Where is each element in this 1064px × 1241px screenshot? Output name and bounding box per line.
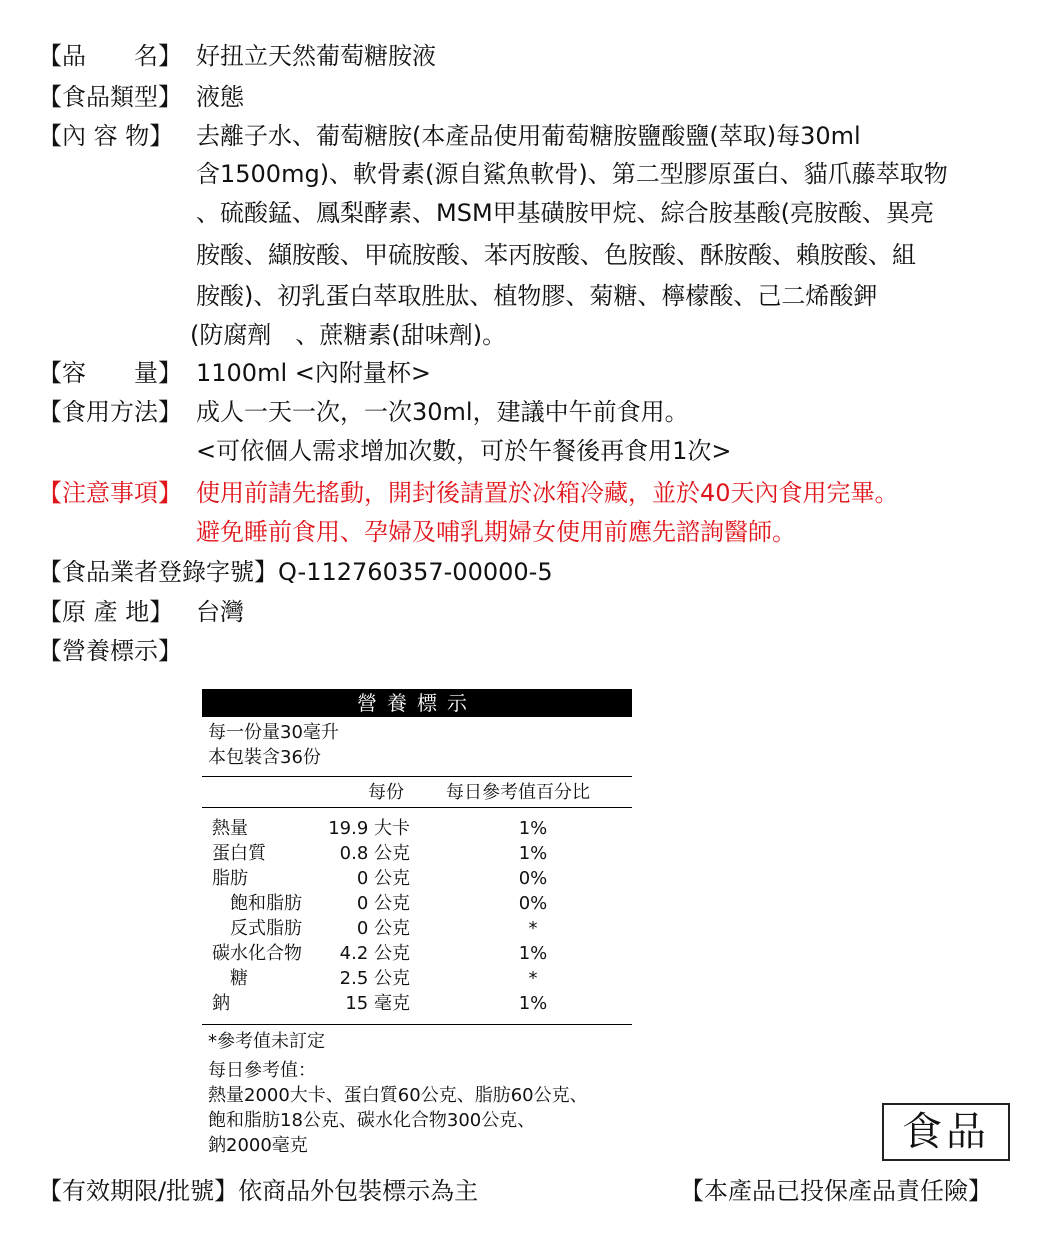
usage-label: 【食用方法】 xyxy=(38,398,182,426)
servings-per-package: 本包裝含36份 xyxy=(208,747,321,768)
nutrient-name: 熱量 xyxy=(212,818,248,839)
usage-text-2: <可依個人需求增加次數，可於午餐後再食用1次> xyxy=(196,437,732,465)
divider xyxy=(202,807,632,808)
volume-label: 【容 量】 xyxy=(38,359,182,387)
contents-text-4: 胺酸、纈胺酸、甲硫胺酸、苯丙胺酸、色胺酸、酥胺酸、賴胺酸、組 xyxy=(196,241,916,269)
contents-text-3: 、硫酸錳、鳳梨酵素、MSM甲基磺胺甲烷、綜合胺基酸(亮胺酸、異亮 xyxy=(196,199,935,227)
usage-text-1: 成人一天一次，一次30ml，建議中午前食用。 xyxy=(196,398,689,426)
product-name-label: 【品 名】 xyxy=(38,42,182,70)
nutrient-row xyxy=(202,991,632,1016)
nutrient-name: 脂肪 xyxy=(212,868,248,889)
expiry-label: 【有效期限/批號】 xyxy=(38,1177,239,1205)
nutrient-daily-value: * xyxy=(528,968,538,989)
notice-line xyxy=(38,478,899,508)
expiry-line xyxy=(38,1176,478,1206)
nutrient-daily-value: * xyxy=(528,918,538,939)
usage-line xyxy=(38,397,689,427)
notice-text-1: 使用前請先搖動，開封後請置於冰箱冷藏，並於40天內食用完畢。 xyxy=(196,479,899,507)
nutrient-row xyxy=(202,891,632,916)
contents-text-1: 去離子水、葡萄糖胺(本產品使用葡萄糖胺鹽酸鹽(萃取)每30ml xyxy=(196,122,861,150)
notice-label: 【注意事項】 xyxy=(38,479,182,507)
col-daily-value: 每日參考值百分比 xyxy=(446,782,590,803)
volume-value: 1100ml <內附量杯> xyxy=(196,359,431,387)
registration-value: Q-112760357-00000-5 xyxy=(278,558,553,586)
origin-value: 台灣 xyxy=(196,598,244,626)
contents-line xyxy=(38,121,861,151)
nutrient-amount: 15 毫克 xyxy=(345,993,410,1014)
origin-line xyxy=(38,597,244,627)
expiry-value: 依商品外包裝標示為主 xyxy=(238,1177,479,1205)
nutrition-title: 營養標示 xyxy=(202,689,632,717)
nutrition-heading-line xyxy=(38,636,182,666)
nutrient-name: 飽和脂肪 xyxy=(212,893,302,914)
nutrient-row xyxy=(202,966,632,991)
nutrient-name: 碳水化合物 xyxy=(212,943,302,964)
divider xyxy=(202,1024,632,1025)
nutrient-rows xyxy=(202,816,632,1016)
registration-label: 【食品業者登錄字號】 xyxy=(38,558,278,586)
nutrition-heading: 【營養標示】 xyxy=(38,637,182,665)
contents-text-2: 含1500mg)、軟骨素(源自鯊魚軟骨)、第二型膠原蛋白、貓爪藤萃取物 xyxy=(196,160,948,188)
nutrient-row xyxy=(202,941,632,966)
nutrient-amount: 0 公克 xyxy=(356,893,410,914)
food-type-label: 【食品類型】 xyxy=(38,83,182,111)
registration-line xyxy=(38,557,553,587)
food-type-value: 液態 xyxy=(196,83,244,111)
nutrient-daily-value: 1% xyxy=(518,993,548,1014)
reference-line-2: 飽和脂肪18公克、碳水化合物300公克、 xyxy=(208,1110,536,1131)
nutrient-row xyxy=(202,866,632,891)
nutrient-daily-value: 0% xyxy=(518,893,548,914)
nutrient-amount: 4.2 公克 xyxy=(339,943,410,964)
nutrient-amount: 0 公克 xyxy=(356,868,410,889)
footnote: *參考值未訂定 xyxy=(208,1031,325,1052)
contents-text-5: 胺酸)、初乳蛋白萃取胜肽、植物膠、菊糖、檸檬酸、己二烯酸鉀 xyxy=(196,282,878,310)
product-name-line xyxy=(38,41,436,71)
nutrient-name: 糖 xyxy=(212,968,248,989)
contents-text-6: (防腐劑 、蔗糖素(甜味劑)。 xyxy=(190,321,507,349)
nutrient-daily-value: 1% xyxy=(518,818,548,839)
nutrient-amount: 0 公克 xyxy=(356,918,410,939)
nutrient-daily-value: 1% xyxy=(518,843,548,864)
nutrient-amount: 19.9 大卡 xyxy=(328,818,410,839)
serving-size: 每一份量30毫升 xyxy=(208,722,339,743)
reference-title: 每日參考值： xyxy=(208,1060,316,1081)
nutrient-name: 蛋白質 xyxy=(212,843,266,864)
nutrient-row xyxy=(202,916,632,941)
reference-line-1: 熱量2000大卡、蛋白質60公克、脂肪60公克、 xyxy=(208,1085,588,1106)
food-badge: 食品 xyxy=(882,1103,1010,1161)
nutrient-amount: 2.5 公克 xyxy=(339,968,410,989)
origin-label: 【原 產 地】 xyxy=(38,598,174,626)
nutrient-row xyxy=(202,841,632,866)
contents-label: 【內 容 物】 xyxy=(38,122,174,150)
insurance-note: 【本產品已投保產品責任險】 xyxy=(680,1177,992,1205)
product-name-value: 好扭立天然葡萄糖胺液 xyxy=(196,42,436,70)
reference-line-3: 鈉2000毫克 xyxy=(208,1135,308,1156)
nutrient-row xyxy=(202,816,632,841)
column-headers xyxy=(202,777,632,807)
nutrient-name: 反式脂肪 xyxy=(212,918,302,939)
nutrient-amount: 0.8 公克 xyxy=(339,843,410,864)
notice-text-2: 避免睡前食用、孕婦及哺乳期婦女使用前應先諮詢醫師。 xyxy=(196,518,796,546)
nutrient-name: 鈉 xyxy=(212,993,230,1014)
col-per-serving: 每份 xyxy=(368,782,404,803)
nutrient-daily-value: 0% xyxy=(518,868,548,889)
nutrient-daily-value: 1% xyxy=(518,943,548,964)
volume-line xyxy=(38,358,431,388)
nutrition-panel xyxy=(202,689,632,1158)
food-type-line xyxy=(38,82,244,112)
